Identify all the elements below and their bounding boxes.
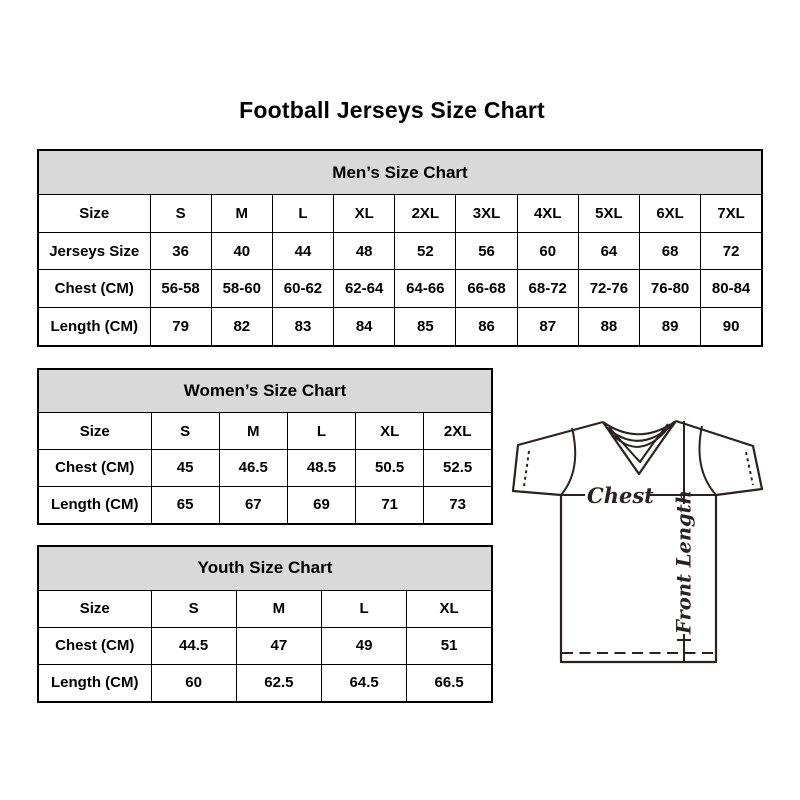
mens-size-table [37, 149, 763, 347]
jersey-measurement-diagram [505, 408, 773, 670]
size-cell: 73 [424, 486, 492, 524]
size-cell: 67 [219, 486, 287, 524]
size-cell: 68-72 [517, 270, 578, 308]
table-row [38, 195, 762, 233]
size-cell: 85 [395, 307, 456, 346]
chest-label: Chest [587, 483, 654, 508]
front-length-label: Front Length [672, 490, 696, 634]
size-cell: XL [356, 413, 424, 450]
size-cell: S [150, 195, 211, 233]
size-cell: L [287, 413, 355, 450]
size-cell: 7XL [701, 195, 762, 233]
size-cell: 72-76 [578, 270, 639, 308]
size-cell: 84 [334, 307, 395, 346]
row-label: Length (CM) [38, 664, 151, 702]
size-cell: 60-62 [272, 270, 333, 308]
size-cell: 89 [640, 307, 701, 346]
size-cell: 87 [517, 307, 578, 346]
womens-size-table [37, 368, 493, 525]
size-cell: 40 [211, 232, 272, 270]
size-cell: M [219, 413, 287, 450]
size-cell: 51 [407, 627, 492, 664]
size-cell: 60 [151, 664, 236, 702]
size-cell: XL [334, 195, 395, 233]
row-label: Size [38, 590, 151, 627]
size-cell: 44 [272, 232, 333, 270]
size-cell: 64-66 [395, 270, 456, 308]
jersey-left-seam-path [561, 428, 575, 495]
row-label: Length (CM) [38, 307, 150, 346]
size-cell: 4XL [517, 195, 578, 233]
size-cell: 2XL [424, 413, 492, 450]
size-cell: S [151, 413, 219, 450]
size-cell: 72 [701, 232, 762, 270]
size-cell: 66-68 [456, 270, 517, 308]
table-row [38, 590, 492, 627]
size-cell: 58-60 [211, 270, 272, 308]
size-cell: 76-80 [640, 270, 701, 308]
size-cell: 83 [272, 307, 333, 346]
size-cell: 48 [334, 232, 395, 270]
size-cell: 47 [236, 627, 321, 664]
row-label: Size [38, 413, 151, 450]
left-cuff-stitch-line [524, 451, 529, 487]
size-cell: 56 [456, 232, 517, 270]
table-row [38, 627, 492, 664]
size-cell: 48.5 [287, 450, 355, 487]
size-cell: 68 [640, 232, 701, 270]
row-label: Chest (CM) [38, 450, 151, 487]
jersey-outline-path [513, 421, 762, 662]
size-cell: 46.5 [219, 450, 287, 487]
size-cell: 88 [578, 307, 639, 346]
size-cell: 90 [701, 307, 762, 346]
table-row [38, 270, 762, 308]
table-row [38, 307, 762, 346]
size-cell: 44.5 [151, 627, 236, 664]
row-label: Size [38, 195, 150, 233]
row-label: Chest (CM) [38, 627, 151, 664]
jersey-right-seam-path [699, 426, 716, 495]
row-label: Chest (CM) [38, 270, 150, 308]
size-cell: 52 [395, 232, 456, 270]
size-cell: 52.5 [424, 450, 492, 487]
size-cell: 64.5 [322, 664, 407, 702]
size-cell: L [272, 195, 333, 233]
size-cell: 86 [456, 307, 517, 346]
size-cell: 80-84 [701, 270, 762, 308]
youth-size-table [37, 545, 493, 703]
size-cell: 64 [578, 232, 639, 270]
size-cell: 69 [287, 486, 355, 524]
size-cell: 45 [151, 450, 219, 487]
size-cell: 6XL [640, 195, 701, 233]
size-cell: S [151, 590, 236, 627]
size-cell: XL [407, 590, 492, 627]
table-row [38, 450, 492, 487]
table-row [38, 664, 492, 702]
size-cell: 82 [211, 307, 272, 346]
size-cell: 36 [150, 232, 211, 270]
size-cell: 65 [151, 486, 219, 524]
page-title: Football Jerseys Size Chart [239, 97, 545, 123]
size-cell: 49 [322, 627, 407, 664]
size-cell: 56-58 [150, 270, 211, 308]
right-cuff-stitch-line [746, 452, 753, 485]
size-cell: M [211, 195, 272, 233]
size-cell: 3XL [456, 195, 517, 233]
table-row [38, 232, 762, 270]
size-cell: 79 [150, 307, 211, 346]
table-title: Youth Size Chart [38, 546, 492, 590]
table-row [38, 413, 492, 450]
row-label: Jerseys Size [38, 232, 150, 270]
size-cell: 66.5 [407, 664, 492, 702]
table-row [38, 486, 492, 524]
size-cell: M [236, 590, 321, 627]
size-cell: 62-64 [334, 270, 395, 308]
table-title: Men’s Size Chart [38, 150, 762, 195]
size-cell: L [322, 590, 407, 627]
size-cell: 50.5 [356, 450, 424, 487]
size-cell: 71 [356, 486, 424, 524]
row-label: Length (CM) [38, 486, 151, 524]
table-title: Women’s Size Chart [38, 369, 492, 413]
size-cell: 5XL [578, 195, 639, 233]
size-cell: 60 [517, 232, 578, 270]
size-cell: 62.5 [236, 664, 321, 702]
size-cell: 2XL [395, 195, 456, 233]
